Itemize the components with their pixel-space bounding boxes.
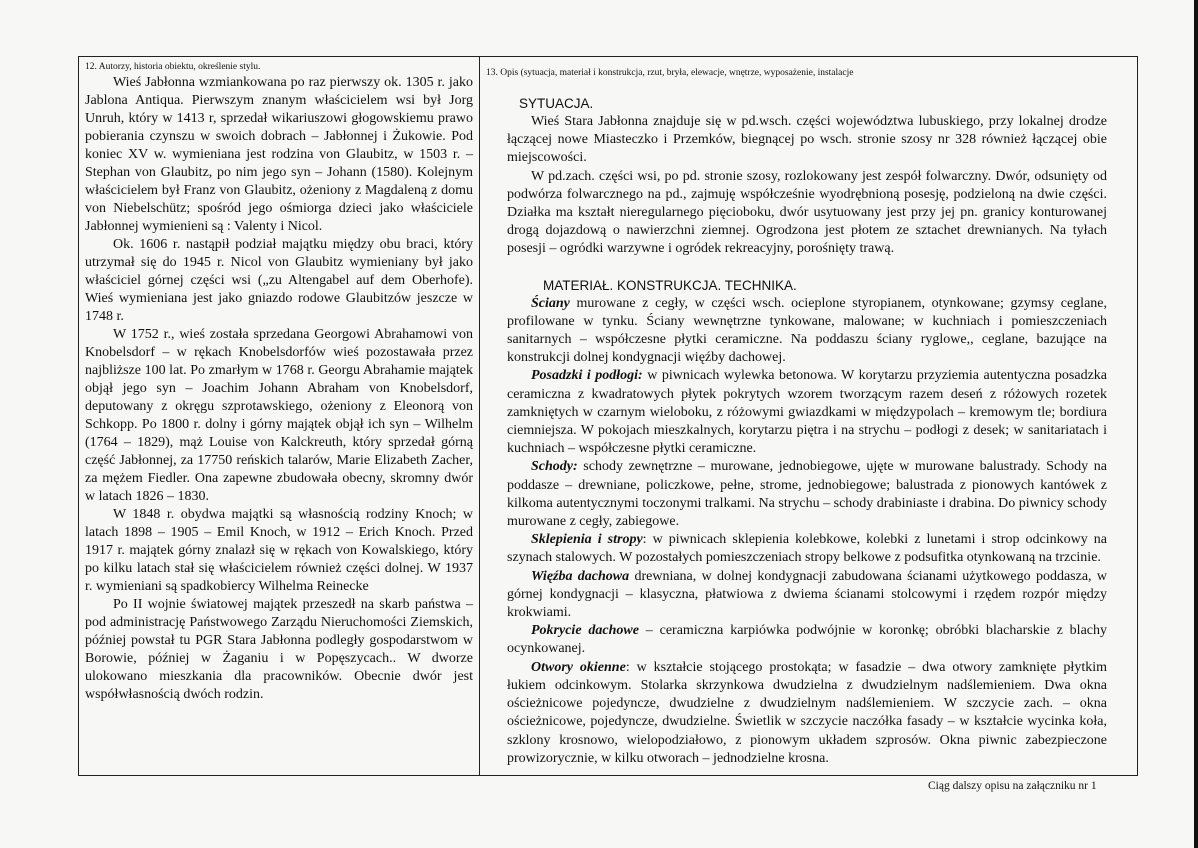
material-term: Sklepienia i stropy: [531, 532, 643, 548]
continuation-note: Ciąg dalszy opisu na załączniku nr 1: [928, 780, 1097, 792]
material-desc: – ceramiczna karpiówka podwójnie w koronkę; obróbki blacharskie z blachy ocynkowanej.: [507, 623, 1107, 657]
situation-heading: SYTUACJA.: [519, 96, 594, 111]
material-term: Schody:: [531, 459, 578, 475]
description-section: [480, 56, 1138, 776]
history-paragraph: Po II wojnie światowej majątek przeszedł na skarb państwa – pod administrację Państwowego Zarządu Nieruchomości Ziemskich, później powstał tu PGR Stara Jabłonna podległy gospodarstwom w Borowie, później w Żaganiu i w Popęszycach.. W dworze ulokowano mieszkania dla pracowników. Obecnie dwór jest współwłasnością dwóch rodzin.: [85, 597, 473, 702]
scan-edge: [1194, 0, 1198, 848]
material-desc: : w kształcie stojącego prostokąta; w fasadzie – dwa otwory zamknięte płytkim łukiem odcinkowym. Stolarka skrzynkowa dwudzielna z dwudzielnym nadślemieniem. Dwa okna ościeżnicowe pojedyncze, dwudzielne z dwudzielnym nadślemieniem. W szczycie zach. – okna ościeżnicowe, pojedyncze, dwudzielne. Świetlik w szczycie naczółka fasady – w kształcie wycinka koła, szklony krosnowo, wielopodziałowo, z pionowym układem szprosów. Okna piwnic zabezpieczone prowizorycznie, w kilku otworach – jednodzielne krosna.: [507, 659, 1107, 766]
situation-paragraph: Wieś Stara Jabłonna znajduje się w pd.wsch. części województwa lubuskiego, przy lokalnej drodze łączącej nowe Miasteczko i Przemków, biegnącej po wsch. stronie szosy nr 328 również łączącej obie miejscowości.: [507, 114, 1107, 166]
history-paragraph: W 1752 r., wieś została sprzedana Georgowi Abrahamowi von Knobelsdorf – w rękach Knobelsdorfów wieś pozostawała przez najbliższe 100 lat. Po zmarłym w 1768 r. Georgu Abrahamie majątek objął jego syn – Joachim Johann Abraham von Knobelsdorf, deputowany z okręgu szprotawskiego, ożeniony z Eleonorą von Schkopp. Po 1800 r. dolny i górny majątek objął ich syn – Wilhelm (1764 – 1829), mąż Louise von Kalckreuth, który sprzedał górną część Jabłonnej, za 17750 reńskich talarów, Marie Elizabeth Zacher, za mężem Fiedler. Ona zapewne zbudowała obecny, skromny dwór w latach 1826 – 1830.: [85, 327, 473, 504]
material-desc: schody zewnętrzne – murowane, jednobiegowe, ujęte w murowane balustrady. Schody na poddasze – drewniane, policzkowe, pełne, strome, jednobiegowe; balustrada z pionowych kantówek z kilkoma autentycznymi toczonymi tralkami. Na strychu – schody drabiniaste i drabina. Do piwnicy schody murowane z cegły, zabiegowe.: [507, 459, 1107, 530]
material-heading: MATERIAŁ. KONSTRUKCJA. TECHNIKA.: [543, 277, 797, 293]
material-item: [507, 568, 1107, 623]
material-term: Ściany: [531, 295, 570, 311]
material-item: [507, 295, 1107, 368]
history-paragraph: W 1848 r. obydwa majątki są własnością rodziny Knoch; w latach 1898 – 1905 – Emil Knoch, w 1912 – Erich Knoch. Przed 1917 r. majątek górny znalazł się w rękach von Kowalskiego, który po kilku latach stał się właścicielem również części dolnej. W 1937 r. wymieniani są spadkobiercy Wilhelma Reinecke: [85, 507, 473, 594]
material-item: [507, 367, 1107, 458]
description-caption: 13. Opis (sytuacja, materiał i konstrukcja, rzut, bryła, elewacje, wnętrze, wyposażenie, instalacje: [486, 68, 854, 78]
history-text: [85, 74, 473, 704]
material-item: [507, 458, 1107, 531]
situation-paragraph: W pd.zach. części wsi, po pd. stronie szosy, rozlokowany jest zespół folwarczny. Dwór, odsunięty od podwórza folwarcznego na pd., zajmuję współcześnie wyodrębnioną posesję, podzieloną na dwie części. Działka ma kształt nieregularnego pięcioboku, dwór usytuowany jest przy jej pn. granicy konturowanej drogą dojazdową o nawierzchni ziemnej. Ogrodzona jest płotem ze sztachet drewnianych. Na tyłach posesji – ogródki warzywne i ogródek rekreacyjny, porośnięty trawą.: [507, 168, 1107, 257]
material-term: Pokrycie dachowe: [531, 623, 639, 639]
material-desc: murowane z cegły, w części wsch. ocieplone styropianem, otynkowane; gzymsy ceglane, profilowane w tynku. Ściany wewnętrzne tynkowane, malowane; w kuchniach i pomieszczeniach sanitarnych – współczesne płytki ceramiczne. Na poddaszu ściany ryglowe,, ceglane, bazujące na konstrukcji dolnej kondygnacji więźby dachowej.: [507, 295, 1107, 366]
material-term: Więźba dachowa: [531, 568, 630, 584]
history-section: [78, 56, 480, 776]
history-paragraph: Wieś Jabłonna wzmiankowana po raz pierwszy ok. 1305 r. jako Jablona Antiqua. Pierwszym znanym właścicielem wsi był Jorg Unruh, który w 1413 r, sprzedał wikariuszowi głogowskiemu prawo pobierania czynszu w swoich dobrach – Jabłonnej i Żukowie. Pod koniec XV w. wymieniana jest rodzina von Glaubitz, w 1503 r. – Stephan von Glaubitz, po nim jego syn – Johann (1580). Kolejnym właścicielem był Franz von Glaubitz, ożeniony z Magdaleną z domu von Niebelschütz; spośród jego ośmiorga dzieci jako właściciele Jabłonnej wymienieni są : Valenty i Nicol.: [85, 75, 473, 234]
material-desc: : w piwnicach sklepienia kolebkowe, kolebki z lunetami i strop odcinkowy na szynach stalowych. W pozostałych pomieszczeniach stropy belkowe z podsufitka otynkowaną na trzcinie.: [507, 532, 1107, 566]
material-term: Posadzki i podłogi:: [531, 368, 643, 384]
material-desc: w piwnicach wylewka betonowa. W korytarzu przyziemia autentyczna posadzka ceramiczna z kwadratowych płytek pokrytych wzorem tworzącym razem deseń z różowych rozetek zamkniętych w czarnym wieloboku, z różowymi gwiazdkami w międzypolach – kremowym tle; bordiura ciemniejsza. W pokojach mieszkalnych, korytarzu piętra i na strychu – podłogi z desek; w sanitariatach i kuchniach – współczesne płytki ceramiczne.: [507, 368, 1107, 457]
history-paragraph: Ok. 1606 r. nastąpił podział majątku między obu braci, który utrzymał się do 1945 r. Nicol von Glaubitz wymieniany był jako właściciel górnej części wsi („zu Altengabel auf dem Oberhofe). Wieś wymieniana jest jako gniazdo rodowe Glaubitzów jeszcze w 1748 r.: [85, 237, 473, 324]
description-text: [507, 95, 1107, 768]
material-item: [507, 531, 1107, 567]
material-desc: drewniana, w dolnej kondygnacji zabudowana ścianami użytkowego poddasza, w górnej kondygnacji – klasyczna, płatwiowa z dwiema ścianami stolcowymi i rzędem rozpór między krokwiami.: [507, 568, 1107, 621]
material-term: Otwory okienne: [531, 659, 626, 675]
material-item: [507, 659, 1107, 768]
material-item: [507, 622, 1107, 658]
history-caption: 12. Autorzy, historia obiektu, określenie stylu.: [85, 62, 261, 72]
